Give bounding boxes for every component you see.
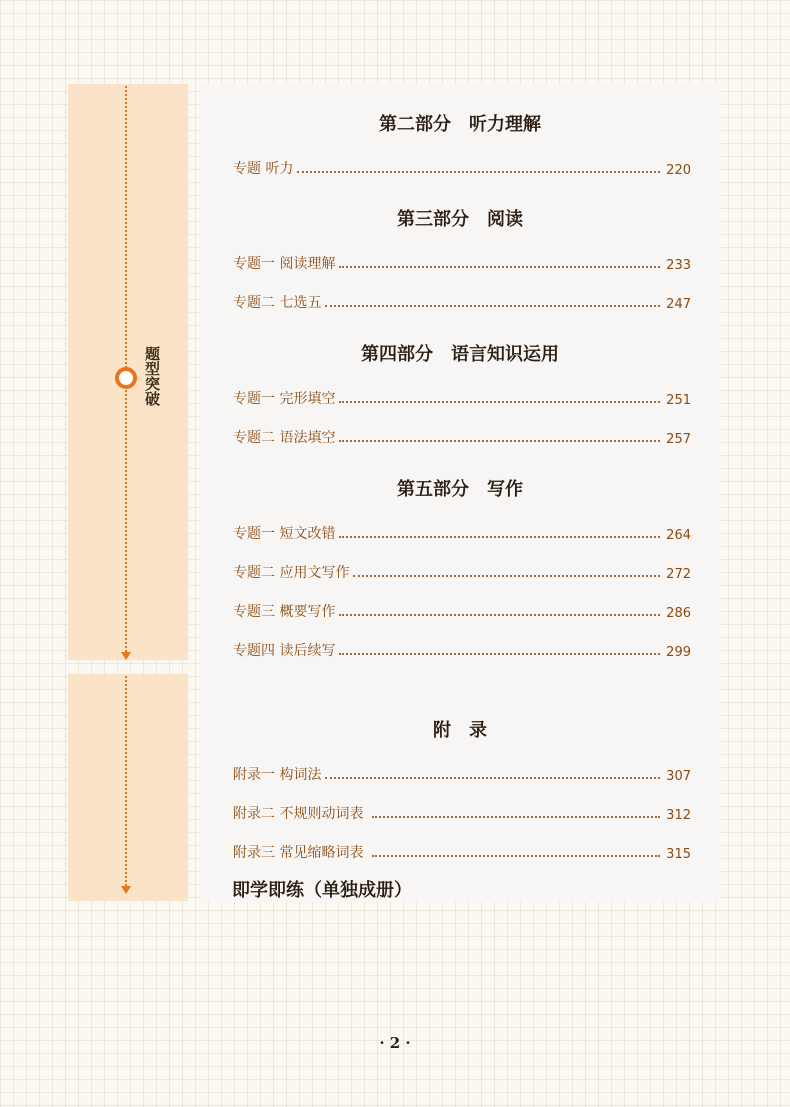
toc-entry-label: 专题一 完形填空 xyxy=(233,391,336,407)
arrow-down-icon xyxy=(121,886,131,894)
toc-entry-page: 257 xyxy=(666,432,691,447)
toc-entry-page: 272 xyxy=(666,567,691,582)
dot-leader xyxy=(339,614,660,616)
toc-entry[interactable] xyxy=(233,764,691,784)
part-title: 附 录 xyxy=(433,720,487,741)
dot-leader xyxy=(339,401,660,403)
toc-entry-page: 312 xyxy=(666,808,691,823)
part-title: 第三部分 阅读 xyxy=(397,209,523,230)
toc-entry[interactable] xyxy=(233,427,691,447)
toc-entry-label: 专题三 概要写作 xyxy=(233,604,336,620)
toc-entry[interactable] xyxy=(233,803,691,823)
dot-leader xyxy=(372,855,660,857)
toc-entry[interactable] xyxy=(233,523,691,543)
toc-entry[interactable] xyxy=(233,388,691,408)
part-title: 第五部分 写作 xyxy=(397,479,523,500)
toc-entry[interactable] xyxy=(233,292,691,312)
toc-entry-page: 315 xyxy=(666,847,691,862)
dot-leader xyxy=(339,653,660,655)
toc-entry-page: 264 xyxy=(666,528,691,543)
section-tab-label: 题型突破 xyxy=(143,346,161,406)
toc-entry-page: 251 xyxy=(666,393,691,408)
toc-entry[interactable] xyxy=(233,640,691,660)
circle-marker-icon xyxy=(115,367,137,389)
toc-entry-page: 299 xyxy=(666,645,691,660)
toc-entry-label: 专题 听力 xyxy=(233,161,294,177)
dot-leader xyxy=(353,575,660,577)
part-title: 第二部分 听力理解 xyxy=(379,114,541,135)
toc-entry-page: 286 xyxy=(666,606,691,621)
toc-entry[interactable] xyxy=(233,562,691,582)
toc-entry[interactable] xyxy=(233,842,691,862)
toc-entry[interactable] xyxy=(233,158,691,178)
toc-entry-page: 233 xyxy=(666,258,691,273)
toc-content xyxy=(200,84,720,902)
footer-note: 即学即练（单独成册） xyxy=(232,880,412,901)
dot-leader xyxy=(339,536,660,538)
toc-entry-page: 220 xyxy=(666,163,691,178)
toc-entry[interactable] xyxy=(233,253,691,273)
toc-entry-page: 307 xyxy=(666,769,691,784)
dot-leader xyxy=(372,816,660,818)
arrow-down-icon xyxy=(121,652,131,660)
part-title: 第四部分 语言知识运用 xyxy=(361,344,559,365)
dot-leader xyxy=(297,171,660,173)
toc-entry-label: 专题二 语法填空 xyxy=(233,430,336,446)
sidebar-dotted-line-lower xyxy=(125,676,127,886)
sidebar-panel-lower xyxy=(68,674,188,901)
toc-entry-page: 247 xyxy=(666,297,691,312)
toc-entry-label: 专题四 读后续写 xyxy=(233,643,336,659)
dot-leader xyxy=(339,266,660,268)
toc-entry[interactable] xyxy=(233,601,691,621)
toc-entry-label: 附录二 不规则动词表 xyxy=(233,806,368,822)
toc-entry-label: 专题一 短文改错 xyxy=(233,526,336,542)
toc-entry-label: 专题一 阅读理解 xyxy=(233,256,336,272)
dot-leader xyxy=(325,305,660,307)
dot-leader xyxy=(325,777,660,779)
toc-entry-label: 专题二 七选五 xyxy=(233,295,322,311)
toc-entry-label: 附录一 构词法 xyxy=(233,767,322,783)
toc-entry-label: 专题二 应用文写作 xyxy=(233,565,350,581)
dot-leader xyxy=(339,440,660,442)
toc-entry-label: 附录三 常见缩略词表 xyxy=(233,845,368,861)
page-number: · 2 · xyxy=(379,1034,411,1052)
